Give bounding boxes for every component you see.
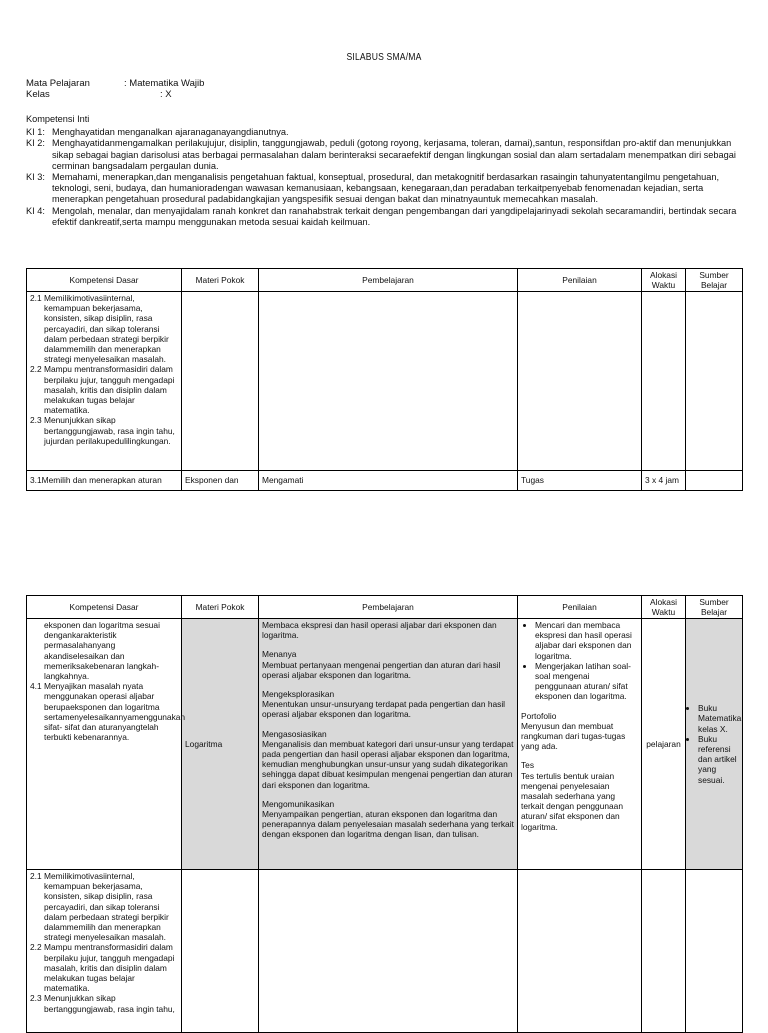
header-penilaian: Penilaian [518,596,642,619]
kd-item: 2.2 Mampu mentransformasidiri dalam berpilaku jujur, tangguh mengadapi masalah, kritis dan disiplin dalam melakukan tugas belajar matematika. [30,942,175,994]
kd-cell: 3.1Memilih dan menerapkan aturan [27,471,182,491]
penilaian-line: Tes tertulis bentuk uraian mengenai penyelesaian masalah sederhana yang terkait dengan penggunaan aturan/ sifat eksponen dan logaritma. [521,770,623,832]
penilaian-line: Menyusun dan membuat rangkuman dari tugas-tugas yang ada. [521,720,626,752]
header-kd: Kompetensi Dasar [27,596,182,619]
syllabus-table-2 [26,595,743,1033]
alokasi-cell [642,870,686,1033]
document-title: SILABUS SMA/MA [346,52,422,63]
kd-cell [27,619,186,870]
kd-item: 2.3 Menunjukkan sikap bertanggungjawab, rasa ingin tahu, [30,993,175,1014]
pembelajaran-line: Menyampaikan pengertian, aturan eksponen dan logaritma dan penerapannya dalam penyelesaian masalah sederhana yang terkait dengan eksponen dan logaritma dengan lisan, dan tulisan. [262,809,514,840]
kd-continuation: eksponen dan logaritma sesuai dengankarakteristik permasalahanyang akandiselesaikan dan memeriksakebenaran langkah-langkahnya. [44,620,160,682]
pembelajaran-heading: Mengeksplorasikan [262,689,335,700]
kd-item: 2.2 Mampu mentransformasidiri dalam berpilaku jujur, tangguh mengadapi masalah, kritis dan disiplin dalam melakukan tugas belajar matematika. [30,364,175,416]
sumber-cell [686,292,743,471]
list-item: • Mencari dan membaca ekspresi dan hasil operasi aljabar dari eksponen dan logaritma. [535,620,638,661]
syllabus-table-1 [26,268,743,491]
ki-text: Mengolah, menalar, dan menyajidalam ranah konkret dan ranahabstrak terkait dengan pengembangan dari yangdipelajarinyadi sekolah secaramandiri, bertindak secara efektif dankreatif,serta mampu menggunakan metoda sesuai kaidah keilmuan. [52,205,737,227]
class-label: Kelas [26,89,50,100]
ki-item [26,127,746,138]
pembelajaran-line: Menentukan unsur-unsuryang terdapat pada pengertian dan hasil operasi aljabar eksponen dan logaritma. [262,699,506,720]
ki-item [26,206,746,228]
ki-code: KI 2: [26,138,45,149]
penilaian-cell: Tugas [518,471,642,491]
ki-code: KI 4: [26,205,45,216]
materi-cell [182,292,259,471]
alokasi-cell: pelajaran [642,619,686,870]
pembelajaran-cell [259,619,518,870]
pembelajaran-cell [259,870,518,1033]
pembelajaran-heading: Mengomunikasikan [262,798,335,809]
ki-item [26,138,746,172]
subject-value: : Matematika Wajib [124,78,205,89]
list-item: • Buku Matematika kelas X. [698,703,739,734]
table-header-row [27,269,743,292]
core-competencies-heading: Kompetensi Inti [26,114,90,124]
penilaian-heading: Tes [521,760,535,771]
materi-cell: Eksponen dan [182,471,259,491]
ki-text: Memahami, menerapkan,dan menganalisis pengetahuan faktual, konseptual, prosedural, dan metakognitif berdasarkan rasaingin tahunyatentangilmu pengetahuan, teknologi, seni, budaya, dan humanioradengan wawasan kemanusiaan, kebangsaan, kenegaraan,dan peradaban terkaitpenyebab fenomenadan kejadian, serta menerapkan pengetahuan prosedural padabidangkajian yangspesifik sesuai dengan bakat dan minatnyauntuk memecahkan masalah. [52,172,720,205]
pembelajaran-line: Menganalisis dan membuat kategori dari unsur-unsur yang terdapat pada pengertian dan hasil operasi aljabar eksponen dan logaritma, kemudian menghubungkan unsur-unsur yang sudah dikategorikan sehingga dapat dibuat kesimpulan mengenai pengertian dan aturan dari eksponen dan logaritma. [262,738,514,790]
penilaian-cell [518,292,642,471]
sumber-cell [686,619,743,870]
sumber-cell [686,870,743,1033]
table-row [27,619,743,870]
materi-cell [182,870,259,1033]
sumber-cell [686,471,743,491]
subject-meta [26,78,204,100]
sumber-bullet-list [689,703,742,785]
class-value: : X [160,89,172,100]
ki-code: KI 1: [26,127,45,138]
table-row [27,471,743,491]
ki-item [26,172,746,206]
header-pembelajaran: Pembelajaran [259,269,518,292]
materi-cell: Logaritma [182,619,259,870]
ki-text: Menghayatidan menganalkan ajaranaganayangdianutnya. [52,127,289,138]
kd-item: 2.1 Memilikimotivasiinternal, kemampuan bekerjasama, konsisten, sikap disiplin, rasa percayadiri, dan sikap toleransi dalam perbedaan strategi berpikir dalammemilih dan menerapkan strategi menyelesaikan masalah. [30,293,169,365]
header-penilaian: Penilaian [518,269,642,292]
pembelajaran-line: Membaca ekspresi dan hasil operasi aljabar dari eksponen dan logaritma. [262,620,497,641]
header-alokasi: Alokasi Waktu [642,596,686,619]
pembelajaran-cell: Mengamati [259,471,518,491]
ki-text: Menghayatidanmengamalkan perilakujujur, disiplin, tanggungjawab, peduli (gotong royong, kerjasama, toleran, damai),santun, responsifdan pro-aktif dan menunjukkan sikap sebagai bagian darisolusi atas berbagai permasalahan dalam berinteraksi secaraefektif dengan lingkungan sosial dan alam sertadalam menempatkan diri sebagai cerminan bangsadalam pergaulan dunia. [52,138,736,171]
list-item: • Mengerjakan latihan soal-soal mengenai penggunaan aturan/ sifat eksponen dan logaritma. [535,661,638,702]
header-kd: Kompetensi Dasar [27,269,182,292]
kd-item: 2.1 Memilikimotivasiinternal, kemampuan bekerjasama, konsisten, sikap disiplin, rasa percayadiri, dan sikap toleransi dalam perbedaan strategi berpikir dalammemilih dan menerapkan strategi menyelesaikan masalah. [30,871,169,943]
header-materi: Materi Pokok [182,269,259,292]
penilaian-cell [518,619,642,870]
kd-cell [27,292,182,471]
pembelajaran-heading: Mengasosiasikan [262,728,327,739]
penilaian-cell [518,870,642,1033]
penilaian-bullet-list [521,620,638,702]
table-header-row [27,596,743,619]
header-materi: Materi Pokok [182,596,259,619]
kd-cell [27,870,182,1033]
header-pembelajaran: Pembelajaran [259,596,518,619]
core-competencies [26,114,746,228]
kd-item: 4.1 Menyajikan masalah nyata menggunakan operasi aljabar berupaeksponen dan logaritma sertamenyelesaikannyamenggunakan sifat- sifat dan aturanyangtelah terbukti kebenarannya. [30,681,186,743]
header-sumber: Sumber Belajar [686,269,743,292]
alokasi-cell: 3 x 4 jam [642,471,686,491]
subject-label: Mata Pelajaran [26,78,90,89]
pembelajaran-heading: Menanya [262,649,297,660]
alokasi-cell [642,292,686,471]
header-alokasi: Alokasi Waktu [642,269,686,292]
ki-code: KI 3: [26,172,45,183]
table-row [27,870,743,1033]
list-item: • Buku referensi dan artikel yang sesuai. [698,734,739,785]
header-sumber: Sumber Belajar [686,596,743,619]
table-row [27,292,743,471]
pembelajaran-cell [259,292,518,471]
pembelajaran-line: Membuat pertanyaan mengenai pengertian dan aturan dari hasil operasi aljabar eksponen dan logaritma. [262,659,501,680]
kd-item: 2.3 Menunjukkan sikap bertanggungjawab, rasa ingin tahu, jujurdan perilakupedulilingkungan. [30,415,175,446]
penilaian-heading: Portofolio [521,710,557,721]
